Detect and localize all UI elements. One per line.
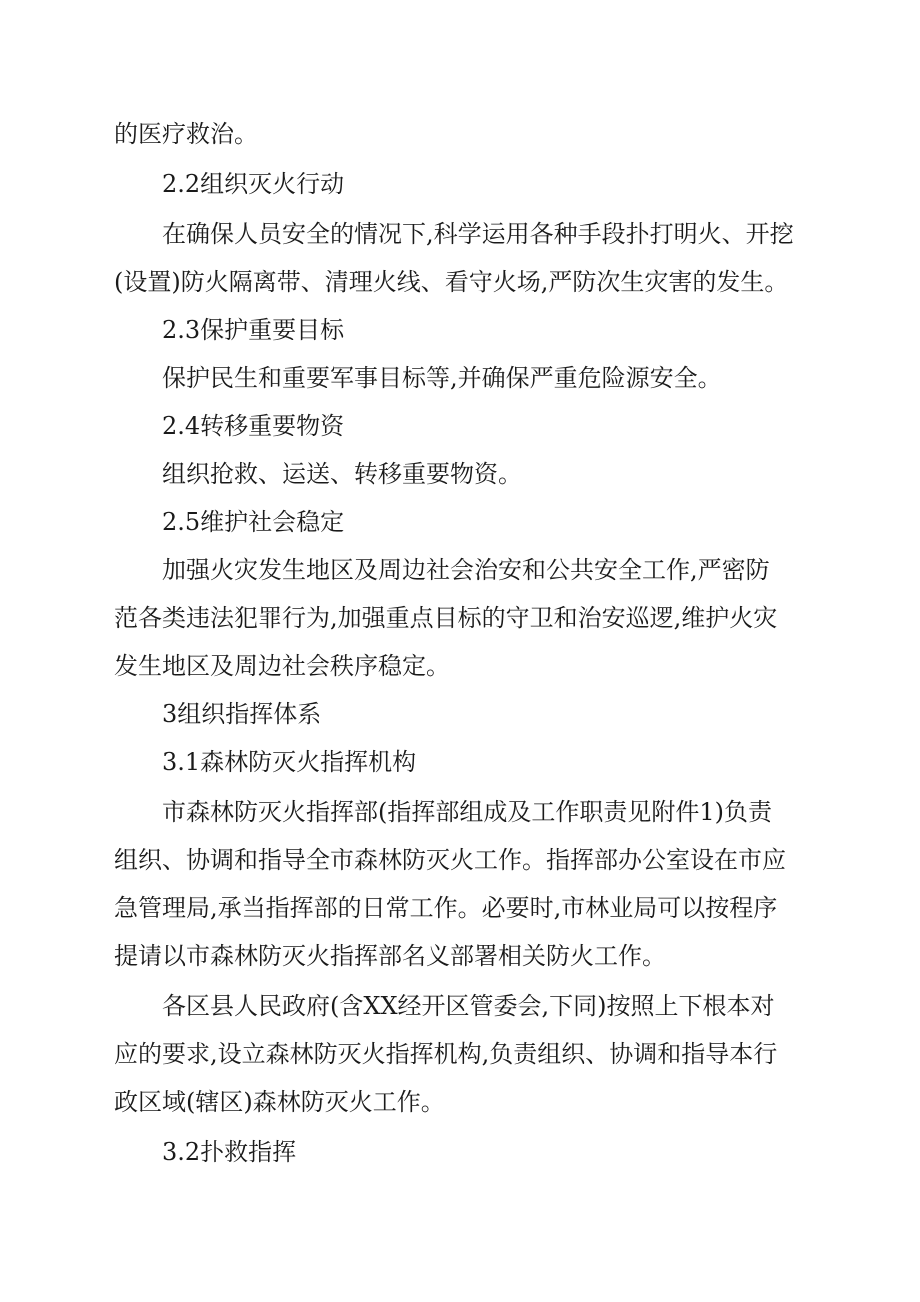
paragraph-line: 加强火灾发生地区及周边社会治安和公共安全工作,严密防 <box>162 556 770 584</box>
paragraph-line: 提请以市森林防灭火指挥部名义部署相关防火工作。 <box>114 942 666 970</box>
paragraph-line: 在确保人员安全的情况下,科学运用各种手段扑打明火、开挖 <box>162 220 794 248</box>
paragraph-line: 组织、协调和指导全市森林防灭火工作。指挥部办公室设在市应 <box>114 846 786 874</box>
section-heading-2-3: 2.3保护重要目标 <box>162 316 345 344</box>
paragraph-line: 市森林防灭火指挥部(指挥部组成及工作职责见附件1)负责 <box>162 798 772 826</box>
section-heading-3: 3组织指挥体系 <box>162 700 322 728</box>
section-heading-2-2: 2.2组织灭火行动 <box>162 170 345 198</box>
section-heading-3-1: 3.1森林防灭火指挥机构 <box>162 748 417 776</box>
section-heading-2-5: 2.5维护社会稳定 <box>162 508 345 536</box>
paragraph-line: 急管理局,承当指挥部的日常工作。必要时,市林业局可以按程序 <box>114 894 778 922</box>
paragraph-line: 保护民生和重要军事目标等,并确保严重危险源安全。 <box>162 364 722 392</box>
paragraph-line: 的医疗救治。 <box>114 120 258 148</box>
paragraph-line: 范各类违法犯罪行为,加强重点目标的守卫和治安巡逻,维护火灾 <box>114 604 778 632</box>
section-heading-2-4: 2.4转移重要物资 <box>162 412 345 440</box>
paragraph-line: 应的要求,设立森林防灭火指挥机构,负责组织、协调和指导本行 <box>114 1040 778 1068</box>
paragraph-line: 各区县人民政府(含XX经开区管委会,下同)按照上下根本对 <box>162 992 775 1020</box>
section-heading-3-2: 3.2扑救指挥 <box>162 1138 297 1166</box>
paragraph-line: (设置)防火隔离带、清理火线、看守火场,严防次生灾害的发生。 <box>114 268 789 296</box>
paragraph-line: 发生地区及周边社会秩序稳定。 <box>114 652 450 680</box>
paragraph-line: 政区域(辖区)森林防灭火工作。 <box>114 1088 445 1116</box>
paragraph-line: 组织抢救、运送、转移重要物资。 <box>162 460 522 488</box>
